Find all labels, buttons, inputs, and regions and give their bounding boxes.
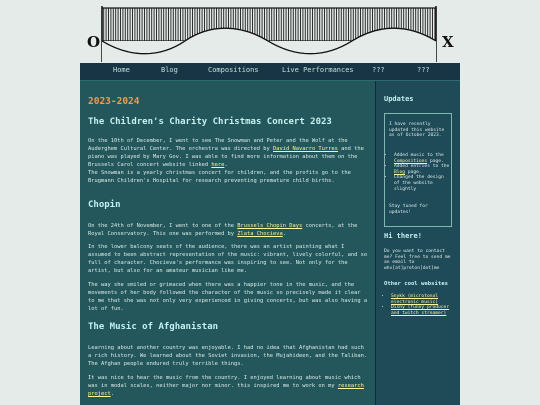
- cool-website-link[interactable]: Dishy (funny producer and twitch streamer): [391, 305, 450, 316]
- hi-heading: Hi there!: [384, 232, 422, 240]
- nav-unknown-2[interactable]: ???: [417, 66, 430, 74]
- cool-website-item: [391, 305, 456, 316]
- inline-link[interactable]: here: [211, 162, 225, 168]
- paragraph: In the lower balcony seats of the audience, there was an artist painting what I assumed to been abstract representation of the music: vibrant, lively colorful, and so full of character. Chocieva's performance was inspiring to see. Not only for the artist, but also for an amateur musician like me.: [88, 244, 368, 274]
- nav-live-performances[interactable]: Live Performances: [282, 66, 354, 74]
- cool-website-item: [391, 294, 456, 305]
- cool-websites-list: [384, 294, 456, 316]
- update-item: • Added entries to the Blog page.: [394, 164, 451, 175]
- updates-heading: Updates: [384, 95, 414, 103]
- inline-link[interactable]: research project: [88, 383, 364, 397]
- header-banner: [0, 0, 540, 63]
- updates-outro: Stay tuned for updates!: [389, 204, 428, 215]
- paragraph: The Snowman is a yearly christmas concert for children, and the profits go to the Brugmann Children's Hospital for research preventing premature child births.: [88, 170, 351, 184]
- paragraph: It was nice to hear the music from the country. I enjoyed learning about music which was in modal scales, neither major nor minor. this inspired me to work on my research project.: [88, 375, 364, 397]
- paragraph: The way she smiled or grimaced when there was a happier tone in the music, and the movements of her body followed the character of the music so precisely made it clear to me that she was not only very experienced in giving concerts, but was also having a lot of fun.: [88, 282, 368, 312]
- paragraph: On the 24th of November, I went to one of the Brussels Chopin Days concerts, at the Royal Conservatory. This one was performed by Zlata Chocieva.: [88, 223, 358, 237]
- nav-compositions[interactable]: Compositions: [208, 66, 259, 74]
- inline-link[interactable]: Compositions: [394, 158, 428, 164]
- year-heading: 2023-2024: [88, 96, 140, 107]
- nav-blog[interactable]: Blog: [161, 66, 178, 74]
- right-margin: [460, 63, 540, 405]
- paragraph: Learning about another country was enjoyable. I had no idea that Afghanistan had such a rich history. We learned about the Soviet invasion, the Mujahideen, and the Taliban. The Afghan people endured truly terrible things.: [88, 345, 368, 367]
- cool-website-link[interactable]: Snykk (microtonal electronic music): [391, 294, 439, 305]
- waveform-illustration: [0, 0, 540, 63]
- cool-websites-heading: Other cool websites: [384, 281, 448, 287]
- section-heading-chopin: Chopin: [88, 200, 121, 210]
- inline-link[interactable]: David Navarro Turres: [273, 146, 338, 152]
- banner-right-label: X: [442, 33, 454, 51]
- inline-link[interactable]: Zlata Chocieva: [237, 231, 283, 237]
- inline-link[interactable]: Blog: [394, 169, 406, 175]
- paragraph: On the 10th of December, I went to see The Snowman and Peter and the Wolf at the Auderghem Cultural Center. The orchestra was directed by David Navarro Turres and the piano was played by Mary Gov. I was able to find more information about them on the Brussels Carol concert website linked here.: [88, 138, 364, 168]
- update-item: • Changed the design of the website slightly: [394, 175, 451, 192]
- nav-unknown-1[interactable]: ???: [372, 66, 385, 74]
- section-heading-christmas-concert: The Children's Charity Christmas Concert 2023: [88, 117, 332, 127]
- contact-text: Do you want to contact me? Feel free to send me an email to whv[at]proton[dot]me: [384, 249, 451, 271]
- sidebar: [375, 81, 461, 405]
- main-content: [80, 81, 375, 405]
- update-item: • Added music to the Compositions page.: [394, 153, 451, 164]
- nav-home[interactable]: Home: [113, 66, 130, 74]
- section-heading-afghanistan: The Music of Afghanistan: [88, 322, 219, 332]
- inline-link[interactable]: Brussels Chopin Days: [237, 223, 303, 229]
- updates-intro: I have recently updated this website as of October 2023.: [389, 122, 445, 139]
- banner-left-label: O: [87, 33, 101, 51]
- updates-list: [387, 153, 451, 192]
- top-navigation: [80, 63, 460, 81]
- updates-box: [384, 113, 452, 227]
